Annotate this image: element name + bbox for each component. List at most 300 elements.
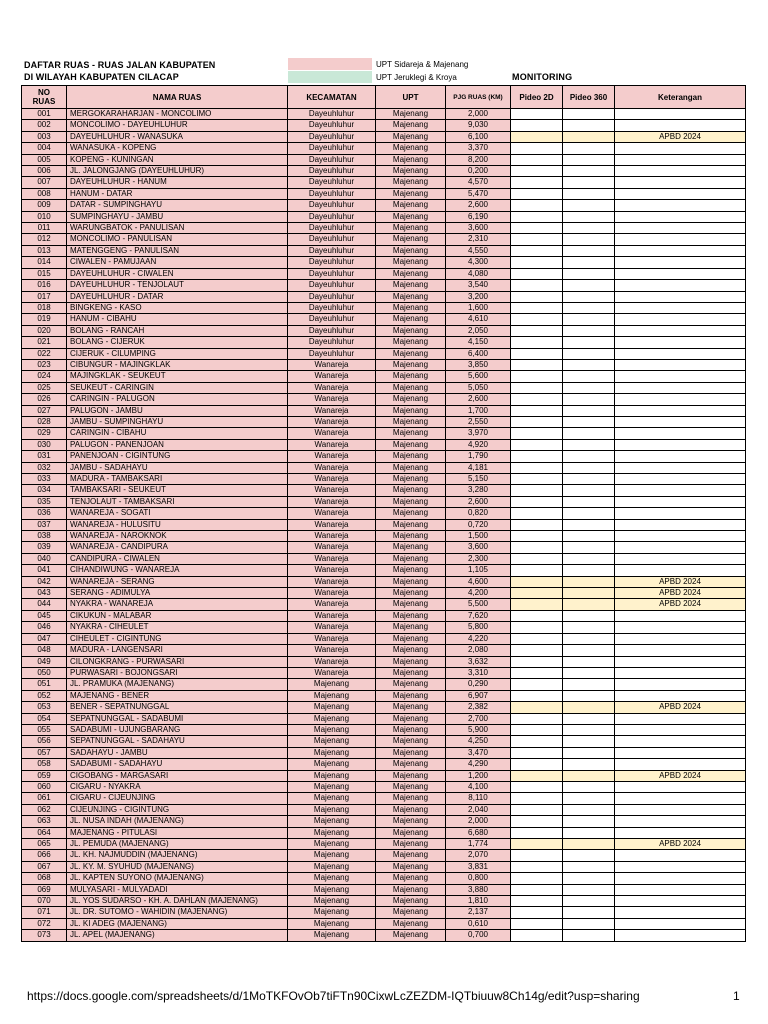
cell-pideo-360[interactable] bbox=[563, 166, 615, 177]
cell-keterangan[interactable] bbox=[615, 451, 746, 462]
cell-pideo-2d[interactable] bbox=[511, 485, 563, 496]
cell-pideo-360[interactable] bbox=[563, 907, 615, 918]
cell-no[interactable]: 070 bbox=[22, 896, 67, 907]
cell-no[interactable]: 021 bbox=[22, 337, 67, 348]
cell-pjg-ruas[interactable]: 4,300 bbox=[446, 257, 511, 268]
cell-keterangan[interactable] bbox=[615, 747, 746, 758]
cell-pjg-ruas[interactable]: 2,600 bbox=[446, 394, 511, 405]
cell-pideo-2d[interactable] bbox=[511, 850, 563, 861]
cell-no[interactable]: 063 bbox=[22, 816, 67, 827]
cell-keterangan[interactable] bbox=[615, 416, 746, 427]
cell-keterangan[interactable] bbox=[615, 291, 746, 302]
cell-no[interactable]: 072 bbox=[22, 918, 67, 929]
cell-upt[interactable]: Majenang bbox=[376, 873, 446, 884]
cell-nama-ruas[interactable]: JL. KI ADEG (MAJENANG) bbox=[67, 918, 288, 929]
cell-no[interactable]: 069 bbox=[22, 884, 67, 895]
cell-keterangan[interactable] bbox=[615, 337, 746, 348]
cell-kecamatan[interactable]: Wanareja bbox=[288, 519, 376, 530]
cell-pideo-2d[interactable] bbox=[511, 907, 563, 918]
cell-no[interactable]: 011 bbox=[22, 223, 67, 234]
cell-pjg-ruas[interactable]: 0,200 bbox=[446, 166, 511, 177]
cell-pjg-ruas[interactable]: 9,030 bbox=[446, 120, 511, 131]
cell-no[interactable]: 060 bbox=[22, 781, 67, 792]
cell-kecamatan[interactable]: Wanareja bbox=[288, 667, 376, 678]
cell-nama-ruas[interactable]: WANASUKA - KOPENG bbox=[67, 143, 288, 154]
cell-keterangan[interactable] bbox=[615, 873, 746, 884]
cell-no[interactable]: 026 bbox=[22, 394, 67, 405]
cell-kecamatan[interactable]: Dayeuhluhur bbox=[288, 314, 376, 325]
cell-upt[interactable]: Majenang bbox=[376, 337, 446, 348]
cell-pjg-ruas[interactable]: 3,600 bbox=[446, 542, 511, 553]
cell-pjg-ruas[interactable]: 0,720 bbox=[446, 519, 511, 530]
cell-no[interactable]: 025 bbox=[22, 382, 67, 393]
cell-pjg-ruas[interactable]: 1,700 bbox=[446, 405, 511, 416]
cell-nama-ruas[interactable]: BOLANG - RANCAH bbox=[67, 325, 288, 336]
cell-pideo-2d[interactable] bbox=[511, 645, 563, 656]
cell-pjg-ruas[interactable]: 3,632 bbox=[446, 656, 511, 667]
cell-nama-ruas[interactable]: MAJENANG - BENER bbox=[67, 690, 288, 701]
cell-no[interactable]: 065 bbox=[22, 839, 67, 850]
cell-nama-ruas[interactable]: JL. KAPTEN SUYONO (MAJENANG) bbox=[67, 873, 288, 884]
cell-pjg-ruas[interactable]: 8,200 bbox=[446, 154, 511, 165]
cell-no[interactable]: 047 bbox=[22, 633, 67, 644]
cell-keterangan[interactable] bbox=[615, 930, 746, 941]
cell-upt[interactable]: Majenang bbox=[376, 645, 446, 656]
cell-pideo-2d[interactable] bbox=[511, 359, 563, 370]
cell-pideo-2d[interactable] bbox=[511, 291, 563, 302]
cell-pideo-360[interactable] bbox=[563, 667, 615, 678]
cell-pjg-ruas[interactable]: 2,600 bbox=[446, 200, 511, 211]
cell-kecamatan[interactable]: Wanareja bbox=[288, 622, 376, 633]
cell-no[interactable]: 054 bbox=[22, 713, 67, 724]
cell-nama-ruas[interactable]: DAYEUHLUHUR - CIWALEN bbox=[67, 268, 288, 279]
cell-nama-ruas[interactable]: MERGOKARAHARJAN - MONCOLIMO bbox=[67, 109, 288, 120]
cell-pideo-360[interactable] bbox=[563, 120, 615, 131]
cell-keterangan[interactable] bbox=[615, 462, 746, 473]
cell-kecamatan[interactable]: Majenang bbox=[288, 679, 376, 690]
cell-pideo-2d[interactable] bbox=[511, 200, 563, 211]
cell-pideo-360[interactable] bbox=[563, 496, 615, 507]
cell-upt[interactable]: Majenang bbox=[376, 154, 446, 165]
cell-nama-ruas[interactable]: PURWASARI - BOJONGSARI bbox=[67, 667, 288, 678]
cell-pideo-2d[interactable] bbox=[511, 599, 563, 610]
cell-nama-ruas[interactable]: TAMBAKSARI - SEUKEUT bbox=[67, 485, 288, 496]
cell-upt[interactable]: Majenang bbox=[376, 770, 446, 781]
cell-nama-ruas[interactable]: SEUKEUT - CARINGIN bbox=[67, 382, 288, 393]
cell-pideo-360[interactable] bbox=[563, 690, 615, 701]
cell-keterangan[interactable] bbox=[615, 166, 746, 177]
cell-keterangan[interactable] bbox=[615, 154, 746, 165]
cell-pideo-2d[interactable] bbox=[511, 565, 563, 576]
cell-pjg-ruas[interactable]: 3,470 bbox=[446, 747, 511, 758]
cell-no[interactable]: 024 bbox=[22, 371, 67, 382]
cell-kecamatan[interactable]: Wanareja bbox=[288, 565, 376, 576]
cell-no[interactable]: 033 bbox=[22, 474, 67, 485]
cell-nama-ruas[interactable]: MULYASARI - MULYADADI bbox=[67, 884, 288, 895]
cell-keterangan[interactable]: APBD 2024 bbox=[615, 588, 746, 599]
cell-kecamatan[interactable]: Dayeuhluhur bbox=[288, 245, 376, 256]
cell-pideo-360[interactable] bbox=[563, 610, 615, 621]
cell-nama-ruas[interactable]: JL. NUSA INDAH (MAJENANG) bbox=[67, 816, 288, 827]
cell-no[interactable]: 017 bbox=[22, 291, 67, 302]
cell-keterangan[interactable] bbox=[615, 508, 746, 519]
cell-nama-ruas[interactable]: SADAHAYU - JAMBU bbox=[67, 747, 288, 758]
cell-keterangan[interactable] bbox=[615, 474, 746, 485]
cell-pideo-2d[interactable] bbox=[511, 416, 563, 427]
cell-pjg-ruas[interactable]: 4,570 bbox=[446, 177, 511, 188]
cell-no[interactable]: 007 bbox=[22, 177, 67, 188]
cell-nama-ruas[interactable]: WANAREJA - NAROKNOK bbox=[67, 531, 288, 542]
cell-no[interactable]: 031 bbox=[22, 451, 67, 462]
cell-pideo-2d[interactable] bbox=[511, 439, 563, 450]
cell-upt[interactable]: Majenang bbox=[376, 667, 446, 678]
cell-pideo-2d[interactable] bbox=[511, 394, 563, 405]
cell-pideo-360[interactable] bbox=[563, 382, 615, 393]
cell-keterangan[interactable] bbox=[615, 200, 746, 211]
cell-pideo-2d[interactable] bbox=[511, 405, 563, 416]
cell-kecamatan[interactable]: Dayeuhluhur bbox=[288, 223, 376, 234]
cell-pjg-ruas[interactable]: 3,880 bbox=[446, 884, 511, 895]
cell-upt[interactable]: Majenang bbox=[376, 416, 446, 427]
cell-upt[interactable]: Majenang bbox=[376, 622, 446, 633]
cell-pideo-360[interactable] bbox=[563, 325, 615, 336]
cell-kecamatan[interactable]: Majenang bbox=[288, 850, 376, 861]
cell-nama-ruas[interactable]: SUMPINGHAYU - JAMBU bbox=[67, 211, 288, 222]
cell-pideo-2d[interactable] bbox=[511, 633, 563, 644]
cell-pjg-ruas[interactable]: 2,700 bbox=[446, 713, 511, 724]
cell-no[interactable]: 044 bbox=[22, 599, 67, 610]
cell-nama-ruas[interactable]: MADURA - TAMBAKSARI bbox=[67, 474, 288, 485]
cell-kecamatan[interactable]: Dayeuhluhur bbox=[288, 120, 376, 131]
cell-kecamatan[interactable]: Majenang bbox=[288, 690, 376, 701]
cell-upt[interactable]: Majenang bbox=[376, 816, 446, 827]
cell-nama-ruas[interactable]: WANAREJA - CANDIPURA bbox=[67, 542, 288, 553]
cell-no[interactable]: 066 bbox=[22, 850, 67, 861]
cell-kecamatan[interactable]: Wanareja bbox=[288, 576, 376, 587]
cell-keterangan[interactable] bbox=[615, 234, 746, 245]
cell-no[interactable]: 039 bbox=[22, 542, 67, 553]
cell-no[interactable]: 003 bbox=[22, 131, 67, 142]
cell-pideo-360[interactable] bbox=[563, 337, 615, 348]
cell-kecamatan[interactable]: Wanareja bbox=[288, 485, 376, 496]
cell-pideo-360[interactable] bbox=[563, 645, 615, 656]
cell-keterangan[interactable]: APBD 2024 bbox=[615, 131, 746, 142]
cell-keterangan[interactable] bbox=[615, 759, 746, 770]
cell-kecamatan[interactable]: Majenang bbox=[288, 736, 376, 747]
cell-kecamatan[interactable]: Wanareja bbox=[288, 599, 376, 610]
cell-kecamatan[interactable]: Wanareja bbox=[288, 645, 376, 656]
cell-pideo-360[interactable] bbox=[563, 850, 615, 861]
cell-nama-ruas[interactable]: JL. KY. M. SYUHUD (MAJENANG) bbox=[67, 861, 288, 872]
cell-pjg-ruas[interactable]: 5,470 bbox=[446, 188, 511, 199]
cell-upt[interactable]: Majenang bbox=[376, 827, 446, 838]
cell-kecamatan[interactable]: Majenang bbox=[288, 907, 376, 918]
cell-kecamatan[interactable]: Wanareja bbox=[288, 610, 376, 621]
cell-pideo-360[interactable] bbox=[563, 508, 615, 519]
cell-no[interactable]: 022 bbox=[22, 348, 67, 359]
cell-keterangan[interactable] bbox=[615, 656, 746, 667]
cell-nama-ruas[interactable]: JAMBU - SUMPINGHAYU bbox=[67, 416, 288, 427]
cell-keterangan[interactable] bbox=[615, 724, 746, 735]
cell-keterangan[interactable] bbox=[615, 793, 746, 804]
cell-pjg-ruas[interactable]: 2,310 bbox=[446, 234, 511, 245]
cell-keterangan[interactable] bbox=[615, 816, 746, 827]
cell-no[interactable]: 040 bbox=[22, 553, 67, 564]
cell-pideo-360[interactable] bbox=[563, 576, 615, 587]
cell-pideo-360[interactable] bbox=[563, 280, 615, 291]
cell-kecamatan[interactable]: Dayeuhluhur bbox=[288, 280, 376, 291]
cell-pjg-ruas[interactable]: 2,080 bbox=[446, 645, 511, 656]
cell-pideo-360[interactable] bbox=[563, 451, 615, 462]
cell-kecamatan[interactable]: Wanareja bbox=[288, 496, 376, 507]
cell-keterangan[interactable]: APBD 2024 bbox=[615, 839, 746, 850]
cell-pjg-ruas[interactable]: 4,610 bbox=[446, 314, 511, 325]
cell-pideo-2d[interactable] bbox=[511, 884, 563, 895]
cell-pjg-ruas[interactable]: 1,105 bbox=[446, 565, 511, 576]
cell-upt[interactable]: Majenang bbox=[376, 439, 446, 450]
cell-upt[interactable]: Majenang bbox=[376, 839, 446, 850]
cell-pjg-ruas[interactable]: 0,700 bbox=[446, 930, 511, 941]
cell-upt[interactable]: Majenang bbox=[376, 120, 446, 131]
cell-pjg-ruas[interactable]: 4,150 bbox=[446, 337, 511, 348]
cell-upt[interactable]: Majenang bbox=[376, 896, 446, 907]
cell-keterangan[interactable] bbox=[615, 485, 746, 496]
cell-kecamatan[interactable]: Dayeuhluhur bbox=[288, 268, 376, 279]
cell-pideo-360[interactable] bbox=[563, 633, 615, 644]
cell-no[interactable]: 058 bbox=[22, 759, 67, 770]
cell-upt[interactable]: Majenang bbox=[376, 462, 446, 473]
cell-pideo-2d[interactable] bbox=[511, 553, 563, 564]
cell-pideo-360[interactable] bbox=[563, 268, 615, 279]
cell-kecamatan[interactable]: Dayeuhluhur bbox=[288, 154, 376, 165]
cell-pideo-360[interactable] bbox=[563, 804, 615, 815]
cell-no[interactable]: 048 bbox=[22, 645, 67, 656]
cell-pideo-360[interactable] bbox=[563, 394, 615, 405]
cell-pjg-ruas[interactable]: 2,300 bbox=[446, 553, 511, 564]
cell-pideo-360[interactable] bbox=[563, 770, 615, 781]
cell-pjg-ruas[interactable]: 3,370 bbox=[446, 143, 511, 154]
cell-nama-ruas[interactable]: HANUM - DATAR bbox=[67, 188, 288, 199]
cell-nama-ruas[interactable]: MAJINGKLAK - SEUKEUT bbox=[67, 371, 288, 382]
cell-upt[interactable]: Majenang bbox=[376, 223, 446, 234]
cell-no[interactable]: 005 bbox=[22, 154, 67, 165]
cell-pideo-360[interactable] bbox=[563, 781, 615, 792]
cell-no[interactable]: 052 bbox=[22, 690, 67, 701]
cell-pjg-ruas[interactable]: 5,800 bbox=[446, 622, 511, 633]
cell-kecamatan[interactable]: Majenang bbox=[288, 816, 376, 827]
cell-upt[interactable]: Majenang bbox=[376, 280, 446, 291]
cell-nama-ruas[interactable]: DAYEUHLUHUR - TENJOLAUT bbox=[67, 280, 288, 291]
cell-pideo-360[interactable] bbox=[563, 439, 615, 450]
cell-upt[interactable]: Majenang bbox=[376, 736, 446, 747]
cell-nama-ruas[interactable]: MADURA - LANGENSARI bbox=[67, 645, 288, 656]
cell-kecamatan[interactable]: Dayeuhluhur bbox=[288, 166, 376, 177]
cell-pideo-2d[interactable] bbox=[511, 656, 563, 667]
cell-no[interactable]: 027 bbox=[22, 405, 67, 416]
cell-pjg-ruas[interactable]: 6,907 bbox=[446, 690, 511, 701]
cell-pideo-360[interactable] bbox=[563, 234, 615, 245]
cell-pideo-360[interactable] bbox=[563, 223, 615, 234]
cell-pjg-ruas[interactable]: 1,790 bbox=[446, 451, 511, 462]
cell-keterangan[interactable] bbox=[615, 394, 746, 405]
cell-pideo-360[interactable] bbox=[563, 154, 615, 165]
cell-upt[interactable]: Majenang bbox=[376, 268, 446, 279]
cell-upt[interactable]: Majenang bbox=[376, 793, 446, 804]
cell-upt[interactable]: Majenang bbox=[376, 234, 446, 245]
cell-keterangan[interactable] bbox=[615, 359, 746, 370]
cell-pjg-ruas[interactable]: 5,900 bbox=[446, 724, 511, 735]
cell-pideo-360[interactable] bbox=[563, 679, 615, 690]
cell-nama-ruas[interactable]: PALUGON - JAMBU bbox=[67, 405, 288, 416]
cell-pideo-2d[interactable] bbox=[511, 724, 563, 735]
cell-pideo-360[interactable] bbox=[563, 302, 615, 313]
cell-nama-ruas[interactable]: CIJEUNJING - CIGINTUNG bbox=[67, 804, 288, 815]
cell-pideo-2d[interactable] bbox=[511, 257, 563, 268]
cell-kecamatan[interactable]: Wanareja bbox=[288, 633, 376, 644]
cell-pideo-2d[interactable] bbox=[511, 804, 563, 815]
cell-pideo-2d[interactable] bbox=[511, 280, 563, 291]
cell-upt[interactable]: Majenang bbox=[376, 747, 446, 758]
cell-keterangan[interactable] bbox=[615, 302, 746, 313]
cell-no[interactable]: 046 bbox=[22, 622, 67, 633]
cell-no[interactable]: 004 bbox=[22, 143, 67, 154]
cell-nama-ruas[interactable]: JL. DR. SUTOMO - WAHIDIN (MAJENANG) bbox=[67, 907, 288, 918]
cell-nama-ruas[interactable]: PANENJOAN - CIGINTUNG bbox=[67, 451, 288, 462]
cell-pjg-ruas[interactable]: 0,800 bbox=[446, 873, 511, 884]
cell-pideo-360[interactable] bbox=[563, 553, 615, 564]
cell-upt[interactable]: Majenang bbox=[376, 907, 446, 918]
cell-pideo-2d[interactable] bbox=[511, 302, 563, 313]
cell-kecamatan[interactable]: Wanareja bbox=[288, 553, 376, 564]
cell-upt[interactable]: Majenang bbox=[376, 542, 446, 553]
cell-pideo-360[interactable] bbox=[563, 896, 615, 907]
cell-upt[interactable]: Majenang bbox=[376, 314, 446, 325]
cell-pjg-ruas[interactable]: 0,290 bbox=[446, 679, 511, 690]
cell-upt[interactable]: Majenang bbox=[376, 553, 446, 564]
cell-keterangan[interactable] bbox=[615, 907, 746, 918]
cell-keterangan[interactable] bbox=[615, 211, 746, 222]
cell-nama-ruas[interactable]: SADABUMI - SADAHAYU bbox=[67, 759, 288, 770]
cell-pideo-2d[interactable] bbox=[511, 793, 563, 804]
cell-kecamatan[interactable]: Majenang bbox=[288, 896, 376, 907]
cell-pjg-ruas[interactable]: 1,774 bbox=[446, 839, 511, 850]
cell-pideo-360[interactable] bbox=[563, 759, 615, 770]
cell-keterangan[interactable] bbox=[615, 109, 746, 120]
cell-no[interactable]: 010 bbox=[22, 211, 67, 222]
cell-pideo-2d[interactable] bbox=[511, 610, 563, 621]
cell-nama-ruas[interactable]: DATAR - SUMPINGHAYU bbox=[67, 200, 288, 211]
cell-pideo-2d[interactable] bbox=[511, 622, 563, 633]
cell-pjg-ruas[interactable]: 6,100 bbox=[446, 131, 511, 142]
cell-keterangan[interactable] bbox=[615, 781, 746, 792]
cell-upt[interactable]: Majenang bbox=[376, 930, 446, 941]
cell-pideo-360[interactable] bbox=[563, 816, 615, 827]
cell-pjg-ruas[interactable]: 0,610 bbox=[446, 918, 511, 929]
cell-no[interactable]: 029 bbox=[22, 428, 67, 439]
cell-nama-ruas[interactable]: CILONGKRANG - PURWASARI bbox=[67, 656, 288, 667]
cell-pideo-360[interactable] bbox=[563, 736, 615, 747]
cell-pideo-360[interactable] bbox=[563, 930, 615, 941]
cell-upt[interactable]: Majenang bbox=[376, 850, 446, 861]
cell-nama-ruas[interactable]: CARINGIN - PALUGON bbox=[67, 394, 288, 405]
cell-upt[interactable]: Majenang bbox=[376, 610, 446, 621]
cell-pideo-2d[interactable] bbox=[511, 759, 563, 770]
cell-pideo-360[interactable] bbox=[563, 143, 615, 154]
cell-nama-ruas[interactable]: SERANG - ADIMULYA bbox=[67, 588, 288, 599]
cell-kecamatan[interactable]: Majenang bbox=[288, 713, 376, 724]
cell-keterangan[interactable] bbox=[615, 610, 746, 621]
cell-pideo-2d[interactable] bbox=[511, 896, 563, 907]
cell-pideo-360[interactable] bbox=[563, 713, 615, 724]
cell-pideo-360[interactable] bbox=[563, 245, 615, 256]
cell-kecamatan[interactable]: Majenang bbox=[288, 781, 376, 792]
cell-no[interactable]: 013 bbox=[22, 245, 67, 256]
cell-keterangan[interactable] bbox=[615, 531, 746, 542]
cell-upt[interactable]: Majenang bbox=[376, 713, 446, 724]
cell-nama-ruas[interactable]: TENJOLAUT - TAMBAKSARI bbox=[67, 496, 288, 507]
cell-no[interactable]: 067 bbox=[22, 861, 67, 872]
cell-nama-ruas[interactable]: JL. KH. NAJMUDDIN (MAJENANG) bbox=[67, 850, 288, 861]
cell-kecamatan[interactable]: Majenang bbox=[288, 873, 376, 884]
cell-kecamatan[interactable]: Majenang bbox=[288, 827, 376, 838]
cell-pideo-360[interactable] bbox=[563, 177, 615, 188]
cell-pideo-360[interactable] bbox=[563, 827, 615, 838]
cell-kecamatan[interactable]: Majenang bbox=[288, 759, 376, 770]
cell-pideo-2d[interactable] bbox=[511, 451, 563, 462]
cell-pjg-ruas[interactable]: 2,000 bbox=[446, 816, 511, 827]
cell-no[interactable]: 032 bbox=[22, 462, 67, 473]
cell-upt[interactable]: Majenang bbox=[376, 394, 446, 405]
cell-pideo-360[interactable] bbox=[563, 109, 615, 120]
cell-upt[interactable]: Majenang bbox=[376, 485, 446, 496]
cell-keterangan[interactable] bbox=[615, 348, 746, 359]
cell-pjg-ruas[interactable]: 5,600 bbox=[446, 371, 511, 382]
cell-no[interactable]: 034 bbox=[22, 485, 67, 496]
cell-nama-ruas[interactable]: CIJERUK - CILUMPING bbox=[67, 348, 288, 359]
cell-no[interactable]: 064 bbox=[22, 827, 67, 838]
cell-upt[interactable]: Majenang bbox=[376, 702, 446, 713]
cell-kecamatan[interactable]: Wanareja bbox=[288, 451, 376, 462]
cell-kecamatan[interactable]: Dayeuhluhur bbox=[288, 348, 376, 359]
cell-nama-ruas[interactable]: BOLANG - CIJERUK bbox=[67, 337, 288, 348]
cell-nama-ruas[interactable]: WANAREJA - SOGATI bbox=[67, 508, 288, 519]
cell-keterangan[interactable] bbox=[615, 439, 746, 450]
cell-pideo-2d[interactable] bbox=[511, 325, 563, 336]
cell-nama-ruas[interactable]: WANAREJA - SERANG bbox=[67, 576, 288, 587]
cell-no[interactable]: 042 bbox=[22, 576, 67, 587]
cell-pideo-2d[interactable] bbox=[511, 245, 563, 256]
cell-kecamatan[interactable]: Majenang bbox=[288, 724, 376, 735]
cell-pjg-ruas[interactable]: 3,540 bbox=[446, 280, 511, 291]
cell-pjg-ruas[interactable]: 6,400 bbox=[446, 348, 511, 359]
cell-kecamatan[interactable]: Wanareja bbox=[288, 382, 376, 393]
cell-pjg-ruas[interactable]: 4,250 bbox=[446, 736, 511, 747]
cell-pjg-ruas[interactable]: 8,110 bbox=[446, 793, 511, 804]
cell-keterangan[interactable] bbox=[615, 371, 746, 382]
cell-nama-ruas[interactable]: MAJENANG - PITULASI bbox=[67, 827, 288, 838]
cell-no[interactable]: 073 bbox=[22, 930, 67, 941]
cell-keterangan[interactable] bbox=[615, 428, 746, 439]
cell-pideo-2d[interactable] bbox=[511, 337, 563, 348]
cell-pideo-360[interactable] bbox=[563, 405, 615, 416]
cell-upt[interactable]: Majenang bbox=[376, 519, 446, 530]
cell-pideo-2d[interactable] bbox=[511, 747, 563, 758]
cell-upt[interactable]: Majenang bbox=[376, 302, 446, 313]
cell-keterangan[interactable] bbox=[615, 542, 746, 553]
cell-pideo-2d[interactable] bbox=[511, 496, 563, 507]
cell-nama-ruas[interactable]: CIHANDIWUNG - WANAREJA bbox=[67, 565, 288, 576]
cell-no[interactable]: 045 bbox=[22, 610, 67, 621]
